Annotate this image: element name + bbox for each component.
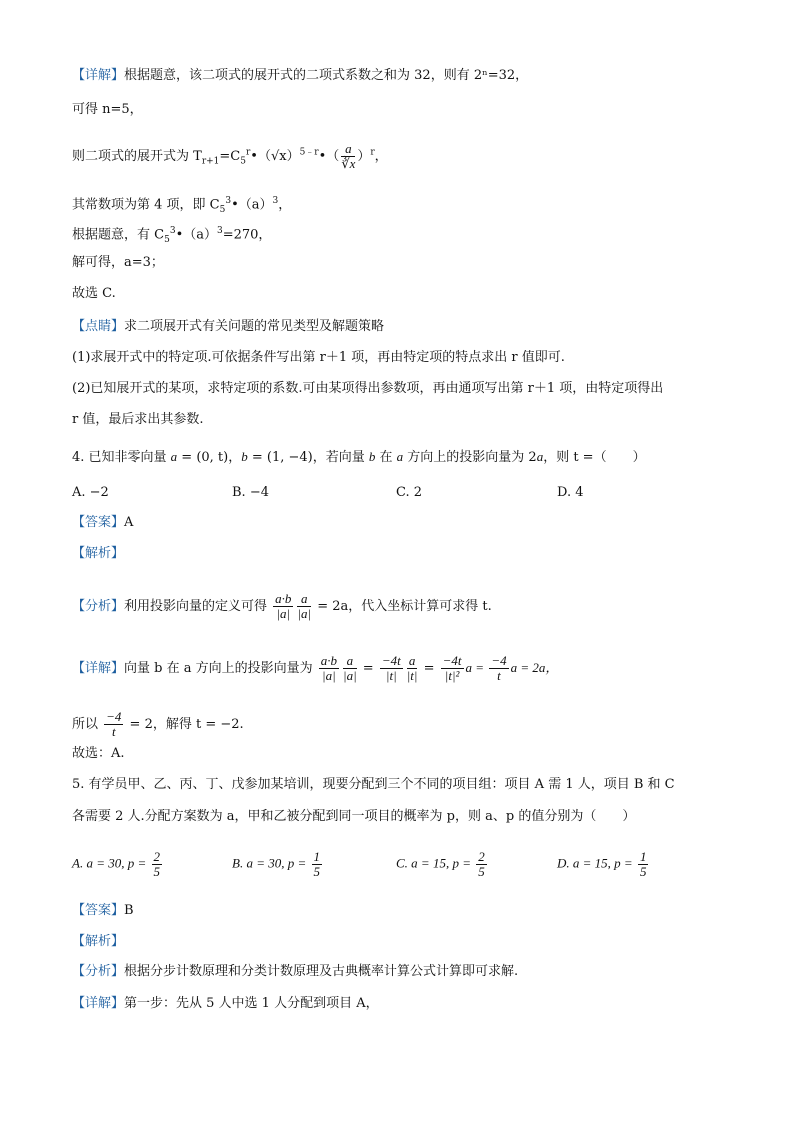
- text: ）: [357, 149, 371, 164]
- conclusion-line: [72, 745, 125, 763]
- text: ，: [374, 149, 388, 164]
- superscript: r: [245, 147, 251, 158]
- option-label: C. a = 15, p =: [396, 855, 475, 871]
- text: = 2a，代入坐标计算可求得 t.: [313, 599, 492, 614]
- vector-a: a: [536, 449, 544, 464]
- denominator: 5: [153, 864, 160, 879]
- subscript: 5: [240, 156, 246, 167]
- text: =270，: [222, 227, 272, 243]
- numerator: 2: [153, 849, 160, 864]
- text: 方向上的投影向量为 2: [403, 450, 537, 465]
- text: •（: [318, 149, 340, 164]
- subscript: 5: [164, 234, 170, 245]
- subscript: r+1: [201, 156, 220, 167]
- text: 利用投影向量的定义可得: [124, 599, 272, 614]
- text: 向量 b 在 a 方向上的投影向量为: [124, 661, 317, 676]
- text: 所以: [72, 717, 103, 732]
- solution-line-5: [72, 222, 271, 249]
- numerator: 1: [313, 849, 320, 864]
- vector-b: b: [368, 449, 376, 464]
- fraction: [312, 850, 323, 879]
- text: 根据题意，有 C: [72, 227, 165, 243]
- denominator: t: [497, 668, 501, 683]
- fraction: [152, 850, 163, 879]
- text: 故选：A.: [72, 746, 125, 761]
- text: =C: [219, 149, 241, 164]
- text: (1)求展开式中的特定项.可依据条件写出第 r＋1 项，再由特定项的特点求出 r 值即可.: [72, 350, 565, 365]
- text: = (1, −4)，若向量: [247, 450, 369, 465]
- option-c[interactable]: [396, 850, 489, 879]
- superscript: 3: [225, 196, 232, 206]
- numerator: a: [341, 142, 355, 157]
- analysis-line: [72, 963, 518, 981]
- numerator: 1: [639, 849, 647, 864]
- analysis-tag: 【解析】: [72, 934, 125, 949]
- text: •（a）: [175, 227, 217, 243]
- fraction: [441, 654, 464, 683]
- text: 各需要 2 人.分配方案数为 a，甲和乙被分配到同一项目的概率为 p，则 a、p 的值分别为（ ）: [72, 809, 636, 824]
- question-5-line-1: [72, 776, 675, 794]
- insight-item-1: [72, 349, 565, 367]
- text: r 值，最后求出其参数.: [72, 412, 204, 427]
- text: 第一步：先从 5 人中选 1 人分配到项目 A，: [124, 996, 379, 1011]
- superscript: 5﹣r: [299, 147, 319, 158]
- text: 根据题意，该二项式的展开式的二项式系数之和为 32，则有 2ⁿ=32，: [124, 68, 529, 83]
- fraction: [489, 654, 508, 683]
- text: 5. 有学员甲、乙、丙、丁、戊参加某培训，现要分配到三个不同的项目组：项目 A 需 1 人，项目 B 和 C: [72, 777, 675, 792]
- solution-line-7: [72, 285, 116, 303]
- text: 4. 已知非零向量: [72, 450, 171, 465]
- text: 则二项式的展开式为 T: [72, 149, 202, 164]
- text: 可得 n=5，: [72, 102, 143, 117]
- answer-tag: 【答案】: [72, 515, 125, 530]
- fraction: [380, 654, 403, 683]
- text: 故选 C.: [72, 286, 116, 301]
- solution-line-1: [72, 67, 528, 85]
- answer-value: A: [124, 515, 134, 530]
- text: 其常数项为第 4 项，即 C: [72, 197, 220, 213]
- option-d[interactable]: [557, 850, 650, 879]
- option-label: D. a = 15, p =: [557, 855, 636, 871]
- insight-item-2: [72, 380, 663, 398]
- text: 根据分步计数原理和分类计数原理及古典概率计算公式计算即可求解.: [124, 964, 519, 979]
- vector-b: b: [241, 449, 248, 464]
- analysis-tag: 【分析】: [72, 599, 125, 614]
- text: = (0, t)，: [177, 450, 242, 465]
- numerator: −4: [106, 709, 122, 724]
- unit-vector: $\frac{a}{|a|}$: [297, 591, 312, 621]
- denominator: |t|²: [444, 668, 460, 683]
- insight-line: [72, 318, 384, 336]
- superscript: r: [370, 147, 375, 158]
- option-label: A. a = 30, p =: [72, 855, 150, 871]
- so-line: [72, 710, 244, 739]
- numerator: 2: [478, 849, 485, 864]
- denominator: 5: [639, 864, 647, 879]
- text: •（a）: [231, 197, 273, 213]
- text: = 2，解得 t = −2.: [125, 717, 244, 732]
- fraction: [341, 142, 355, 171]
- unit-vector: $\frac{a}{|a|}$: [343, 653, 357, 683]
- text: (2)已知展开式的某项，求特定项的系数.可由某项得出参数项，再由通项写出第 r＋1 项，由特定项得出: [72, 381, 664, 396]
- option-label: B. a = 30, p =: [232, 855, 310, 871]
- denominator: |t|: [385, 668, 397, 683]
- detail-line: 【详解】向量 b 在 a 方向上的投影向量为 $\frac{a\cdot b}{|a|}$ $\frac{a}{|a|}$ = $\frac{-4t}{|t|}$ $\frac{a}{|t|}$ = $\frac{-4t}{\text{|t|²}}$ a = $\frac{-4}{t}$ a = 2a，: [72, 653, 559, 683]
- answer-line: [72, 902, 134, 920]
- option-b[interactable]: [232, 850, 324, 879]
- solution-line-3: [72, 142, 388, 171]
- option-a[interactable]: A. −2: [72, 485, 109, 500]
- superscript: 3: [216, 226, 223, 236]
- analysis-tag: 【解析】: [72, 546, 125, 561]
- projection-formula: $\frac{a\cdot b}{|a|}$: [275, 591, 292, 621]
- question-5-line-2: [72, 808, 635, 826]
- analysis-heading: [72, 545, 124, 563]
- denominator: t: [111, 724, 116, 739]
- option-d[interactable]: D. 4: [557, 485, 584, 500]
- text: =: [358, 661, 378, 676]
- option-c[interactable]: C. 2: [396, 485, 423, 500]
- text: 求二项展开式有关问题的常见类型及解题策略: [124, 319, 385, 334]
- analysis-heading: [72, 933, 124, 951]
- text: •（√x）: [250, 149, 300, 164]
- solution-line-6: [72, 254, 164, 272]
- superscript: 3: [169, 226, 176, 236]
- denominator: ∛x: [341, 156, 356, 171]
- detail-tag: 【详解】: [72, 996, 125, 1011]
- answer-line: [72, 514, 133, 532]
- detail-tag: 【详解】: [72, 68, 125, 83]
- option-a[interactable]: [72, 850, 164, 879]
- numerator: −4: [491, 653, 507, 668]
- text: a =: [465, 660, 488, 675]
- denominator: 5: [478, 864, 485, 879]
- detail-tag: 【详解】: [72, 661, 125, 676]
- insight-item-2-cont: [72, 411, 203, 429]
- answer-value: B: [124, 903, 134, 918]
- vector-a: a: [170, 449, 178, 464]
- text: 解可得，a=3；: [72, 255, 164, 270]
- text: ，: [278, 197, 292, 213]
- denominator: 5: [313, 864, 320, 879]
- option-b[interactable]: B. −4: [232, 485, 269, 500]
- numerator: −4t: [381, 653, 401, 668]
- solution-line-4: [72, 192, 291, 219]
- numerator: −4t: [442, 653, 462, 668]
- answer-tag: 【答案】: [72, 903, 125, 918]
- analysis-line: [72, 592, 492, 621]
- solution-line-2: [72, 101, 143, 119]
- unit-vector: $\frac{a}{|t|}$: [406, 653, 418, 683]
- text: 在: [375, 450, 397, 465]
- text: ，则 t =（ ）: [543, 450, 646, 465]
- superscript: 3: [272, 196, 279, 206]
- question-4: [72, 448, 646, 467]
- fraction: [104, 710, 123, 739]
- projection-formula: $\frac{a\cdot b}{|a|}$: [320, 653, 337, 683]
- fraction: [638, 850, 649, 879]
- detail-line: [72, 995, 379, 1013]
- text: a = 2a，: [510, 660, 559, 675]
- fraction: [476, 850, 487, 879]
- analysis-tag: 【分析】: [72, 964, 125, 979]
- insight-tag: 【点睛】: [72, 319, 125, 334]
- subscript: 5: [219, 204, 226, 215]
- vector-a: a: [396, 449, 404, 464]
